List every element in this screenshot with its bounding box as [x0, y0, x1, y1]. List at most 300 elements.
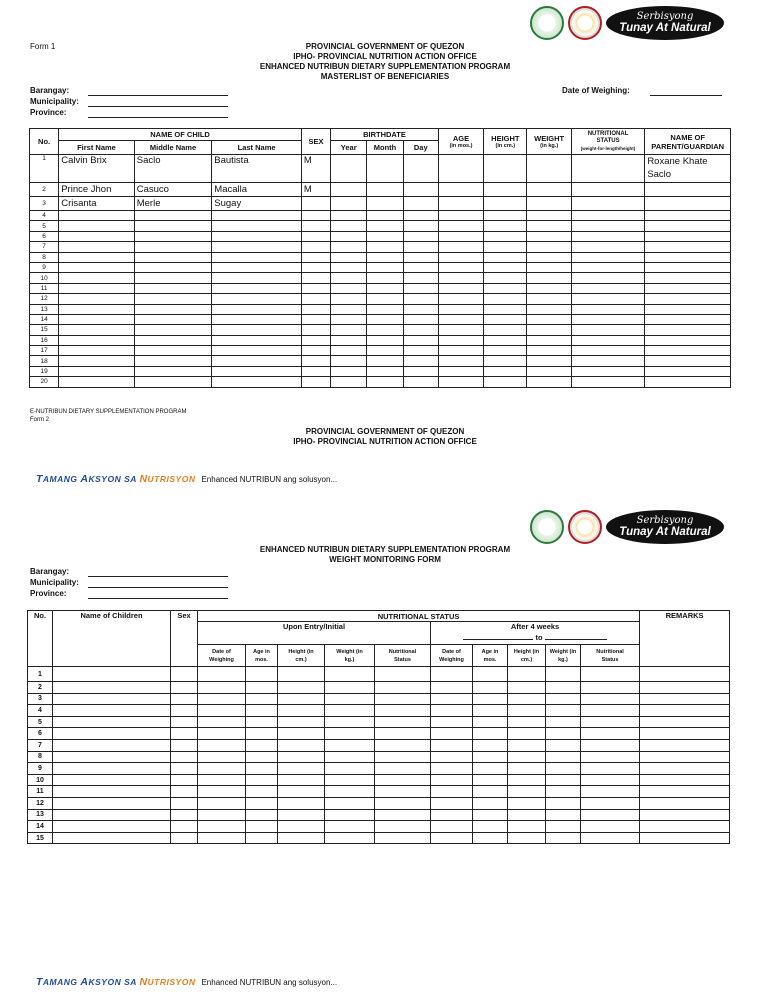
weight-cell[interactable]: [527, 314, 571, 324]
entry-cell[interactable]: [473, 821, 508, 833]
entry-cell[interactable]: [375, 763, 431, 775]
year-cell[interactable]: [331, 155, 367, 183]
weight-cell[interactable]: [527, 377, 571, 387]
height-cell[interactable]: [484, 221, 527, 231]
entry-cell[interactable]: [508, 667, 546, 682]
entry-cell[interactable]: [278, 763, 325, 775]
entry-cell[interactable]: [246, 667, 278, 682]
month-cell[interactable]: [367, 273, 403, 283]
status-cell[interactable]: [571, 183, 645, 197]
entry-cell[interactable]: [325, 728, 375, 740]
middle-name-cell[interactable]: Merle: [134, 197, 212, 211]
month-cell[interactable]: [367, 242, 403, 252]
entry-cell[interactable]: [325, 705, 375, 717]
parent-cell[interactable]: [645, 252, 731, 262]
entry-cell[interactable]: [508, 739, 546, 751]
middle-name-cell[interactable]: [134, 304, 212, 314]
day-cell[interactable]: [403, 221, 438, 231]
entry-cell[interactable]: [53, 739, 171, 751]
year-cell[interactable]: [331, 304, 367, 314]
entry-cell[interactable]: [546, 809, 581, 821]
entry-cell[interactable]: [473, 786, 508, 798]
month-cell[interactable]: [367, 183, 403, 197]
entry-cell[interactable]: [246, 751, 278, 763]
sex-cell[interactable]: [301, 231, 330, 241]
entry-cell[interactable]: [53, 832, 171, 844]
entry-cell[interactable]: [431, 751, 473, 763]
middle-name-cell[interactable]: [134, 211, 212, 221]
month-cell[interactable]: [367, 356, 403, 366]
first-name-cell[interactable]: [59, 377, 135, 387]
parent-cell[interactable]: [645, 231, 731, 241]
entry-cell[interactable]: [171, 716, 198, 728]
entry-cell[interactable]: [198, 751, 246, 763]
entry-cell[interactable]: [546, 763, 581, 775]
day-cell[interactable]: [403, 356, 438, 366]
weight-cell[interactable]: [527, 262, 571, 272]
parent-cell[interactable]: [645, 377, 731, 387]
sex-cell[interactable]: [301, 262, 330, 272]
barangay-field[interactable]: [88, 86, 228, 96]
height-cell[interactable]: [484, 197, 527, 211]
first-name-cell[interactable]: [59, 283, 135, 293]
year-cell[interactable]: [331, 325, 367, 335]
entry-cell[interactable]: [53, 821, 171, 833]
entry-cell[interactable]: [375, 682, 431, 694]
height-cell[interactable]: [484, 242, 527, 252]
month-cell[interactable]: [367, 221, 403, 231]
sex-cell[interactable]: [301, 366, 330, 376]
entry-cell[interactable]: [375, 786, 431, 798]
entry-cell[interactable]: [508, 693, 546, 705]
entry-cell[interactable]: [375, 716, 431, 728]
entry-cell[interactable]: [508, 682, 546, 694]
entry-cell[interactable]: [581, 774, 640, 786]
weight-cell[interactable]: [527, 242, 571, 252]
entry-cell[interactable]: [198, 821, 246, 833]
weight-cell[interactable]: [527, 197, 571, 211]
municipality-field[interactable]: [88, 578, 228, 588]
last-name-cell[interactable]: [212, 211, 302, 221]
height-cell[interactable]: [484, 346, 527, 356]
entry-cell[interactable]: [278, 797, 325, 809]
entry-cell[interactable]: [53, 716, 171, 728]
entry-cell[interactable]: [53, 763, 171, 775]
month-cell[interactable]: [367, 211, 403, 221]
entry-cell[interactable]: [325, 763, 375, 775]
entry-cell[interactable]: [278, 705, 325, 717]
month-cell[interactable]: [367, 283, 403, 293]
entry-cell[interactable]: [246, 797, 278, 809]
first-name-cell[interactable]: [59, 273, 135, 283]
parent-cell[interactable]: [645, 304, 731, 314]
parent-cell[interactable]: [645, 283, 731, 293]
month-cell[interactable]: [367, 335, 403, 345]
age-cell[interactable]: [438, 221, 483, 231]
first-name-cell[interactable]: Prince Jhon: [59, 183, 135, 197]
entry-cell[interactable]: [546, 797, 581, 809]
year-cell[interactable]: [331, 366, 367, 376]
entry-cell[interactable]: [375, 667, 431, 682]
day-cell[interactable]: [403, 231, 438, 241]
height-cell[interactable]: [484, 356, 527, 366]
entry-cell[interactable]: [431, 728, 473, 740]
day-cell[interactable]: [403, 346, 438, 356]
middle-name-cell[interactable]: [134, 377, 212, 387]
entry-cell[interactable]: [546, 667, 581, 682]
age-cell[interactable]: [438, 273, 483, 283]
entry-cell[interactable]: [53, 774, 171, 786]
year-cell[interactable]: [331, 346, 367, 356]
first-name-cell[interactable]: [59, 221, 135, 231]
day-cell[interactable]: [403, 325, 438, 335]
entry-cell[interactable]: [431, 797, 473, 809]
entry-cell[interactable]: [581, 786, 640, 798]
last-name-cell[interactable]: [212, 294, 302, 304]
entry-cell[interactable]: [640, 832, 730, 844]
entry-cell[interactable]: [375, 693, 431, 705]
entry-cell[interactable]: [325, 667, 375, 682]
middle-name-cell[interactable]: [134, 221, 212, 231]
year-cell[interactable]: [331, 242, 367, 252]
first-name-cell[interactable]: [59, 231, 135, 241]
weight-cell[interactable]: [527, 183, 571, 197]
age-cell[interactable]: [438, 283, 483, 293]
weight-cell[interactable]: [527, 366, 571, 376]
height-cell[interactable]: [484, 231, 527, 241]
entry-cell[interactable]: [246, 682, 278, 694]
last-name-cell[interactable]: [212, 252, 302, 262]
first-name-cell[interactable]: Crisanta: [59, 197, 135, 211]
year-cell[interactable]: [331, 273, 367, 283]
status-cell[interactable]: [571, 294, 645, 304]
age-cell[interactable]: [438, 294, 483, 304]
entry-cell[interactable]: [198, 809, 246, 821]
entry-cell[interactable]: [431, 739, 473, 751]
day-cell[interactable]: [403, 155, 438, 183]
day-cell[interactable]: [403, 252, 438, 262]
parent-cell[interactable]: [645, 335, 731, 345]
month-cell[interactable]: [367, 252, 403, 262]
parent-cell[interactable]: [645, 183, 731, 197]
last-name-cell[interactable]: Bautista: [212, 155, 302, 183]
entry-cell[interactable]: [473, 751, 508, 763]
entry-cell[interactable]: [473, 832, 508, 844]
entry-cell[interactable]: [546, 832, 581, 844]
age-cell[interactable]: [438, 377, 483, 387]
sex-cell[interactable]: [301, 252, 330, 262]
last-name-cell[interactable]: [212, 335, 302, 345]
entry-cell[interactable]: [246, 763, 278, 775]
entry-cell[interactable]: [246, 739, 278, 751]
entry-cell[interactable]: [473, 716, 508, 728]
entry-cell[interactable]: [640, 693, 730, 705]
entry-cell[interactable]: [325, 751, 375, 763]
entry-cell[interactable]: [325, 809, 375, 821]
entry-cell[interactable]: [375, 705, 431, 717]
entry-cell[interactable]: [198, 728, 246, 740]
status-cell[interactable]: [571, 155, 645, 183]
sex-cell[interactable]: [301, 211, 330, 221]
entry-cell[interactable]: [546, 821, 581, 833]
weight-cell[interactable]: [527, 283, 571, 293]
year-cell[interactable]: [331, 221, 367, 231]
entry-cell[interactable]: [508, 728, 546, 740]
last-name-cell[interactable]: [212, 231, 302, 241]
sex-cell[interactable]: [301, 283, 330, 293]
entry-cell[interactable]: [325, 797, 375, 809]
sex-cell[interactable]: [301, 356, 330, 366]
age-cell[interactable]: [438, 262, 483, 272]
entry-cell[interactable]: [473, 739, 508, 751]
month-cell[interactable]: [367, 314, 403, 324]
province-field[interactable]: [88, 108, 228, 118]
first-name-cell[interactable]: [59, 304, 135, 314]
year-cell[interactable]: [331, 197, 367, 211]
age-cell[interactable]: [438, 242, 483, 252]
entry-cell[interactable]: [375, 832, 431, 844]
entry-cell[interactable]: [171, 809, 198, 821]
entry-cell[interactable]: [640, 821, 730, 833]
parent-cell[interactable]: [645, 273, 731, 283]
entry-cell[interactable]: [508, 716, 546, 728]
entry-cell[interactable]: [325, 693, 375, 705]
first-name-cell[interactable]: [59, 211, 135, 221]
year-cell[interactable]: [331, 211, 367, 221]
age-cell[interactable]: [438, 252, 483, 262]
entry-cell[interactable]: [508, 786, 546, 798]
entry-cell[interactable]: [246, 821, 278, 833]
entry-cell[interactable]: [53, 809, 171, 821]
weight-cell[interactable]: [527, 346, 571, 356]
sex-cell[interactable]: [301, 242, 330, 252]
weight-cell[interactable]: [527, 231, 571, 241]
age-cell[interactable]: [438, 211, 483, 221]
age-cell[interactable]: [438, 346, 483, 356]
sex-cell[interactable]: [301, 273, 330, 283]
entry-cell[interactable]: [198, 716, 246, 728]
entry-cell[interactable]: [546, 682, 581, 694]
entry-cell[interactable]: [278, 716, 325, 728]
parent-cell[interactable]: Roxane Khate Saclo: [645, 155, 731, 183]
parent-cell[interactable]: [645, 242, 731, 252]
entry-cell[interactable]: [171, 751, 198, 763]
entry-cell[interactable]: [278, 809, 325, 821]
entry-cell[interactable]: [431, 693, 473, 705]
barangay-field[interactable]: [88, 567, 228, 577]
month-cell[interactable]: [367, 294, 403, 304]
middle-name-cell[interactable]: [134, 356, 212, 366]
month-cell[interactable]: [367, 231, 403, 241]
entry-cell[interactable]: [375, 739, 431, 751]
first-name-cell[interactable]: [59, 356, 135, 366]
entry-cell[interactable]: [171, 786, 198, 798]
middle-name-cell[interactable]: [134, 252, 212, 262]
entry-cell[interactable]: [375, 809, 431, 821]
entry-cell[interactable]: [473, 682, 508, 694]
entry-cell[interactable]: [278, 774, 325, 786]
entry-cell[interactable]: [546, 739, 581, 751]
entry-cell[interactable]: [581, 763, 640, 775]
parent-cell[interactable]: [645, 356, 731, 366]
entry-cell[interactable]: [198, 797, 246, 809]
day-cell[interactable]: [403, 314, 438, 324]
weight-cell[interactable]: [527, 325, 571, 335]
first-name-cell[interactable]: [59, 346, 135, 356]
entry-cell[interactable]: [473, 774, 508, 786]
entry-cell[interactable]: [640, 716, 730, 728]
entry-cell[interactable]: [431, 763, 473, 775]
month-cell[interactable]: [367, 346, 403, 356]
last-name-cell[interactable]: [212, 346, 302, 356]
entry-cell[interactable]: [640, 682, 730, 694]
entry-cell[interactable]: [546, 786, 581, 798]
entry-cell[interactable]: [375, 797, 431, 809]
entry-cell[interactable]: [278, 786, 325, 798]
first-name-cell[interactable]: [59, 252, 135, 262]
entry-cell[interactable]: [581, 832, 640, 844]
entry-cell[interactable]: [640, 763, 730, 775]
entry-cell[interactable]: [198, 832, 246, 844]
first-name-cell[interactable]: [59, 366, 135, 376]
entry-cell[interactable]: [171, 728, 198, 740]
entry-cell[interactable]: [375, 751, 431, 763]
age-cell[interactable]: [438, 197, 483, 211]
year-cell[interactable]: [331, 335, 367, 345]
entry-cell[interactable]: [473, 728, 508, 740]
entry-cell[interactable]: [171, 693, 198, 705]
entry-cell[interactable]: [53, 693, 171, 705]
entry-cell[interactable]: [198, 682, 246, 694]
last-name-cell[interactable]: [212, 356, 302, 366]
month-cell[interactable]: [367, 197, 403, 211]
entry-cell[interactable]: [325, 774, 375, 786]
entry-cell[interactable]: [431, 832, 473, 844]
parent-cell[interactable]: [645, 366, 731, 376]
height-cell[interactable]: [484, 294, 527, 304]
parent-cell[interactable]: [645, 346, 731, 356]
entry-cell[interactable]: [53, 705, 171, 717]
entry-cell[interactable]: [581, 809, 640, 821]
entry-cell[interactable]: [640, 667, 730, 682]
entry-cell[interactable]: [171, 739, 198, 751]
entry-cell[interactable]: [375, 728, 431, 740]
year-cell[interactable]: [331, 314, 367, 324]
height-cell[interactable]: [484, 211, 527, 221]
entry-cell[interactable]: [546, 693, 581, 705]
year-cell[interactable]: [331, 252, 367, 262]
month-cell[interactable]: [367, 377, 403, 387]
entry-cell[interactable]: [375, 774, 431, 786]
middle-name-cell[interactable]: [134, 231, 212, 241]
day-cell[interactable]: [403, 335, 438, 345]
status-cell[interactable]: [571, 346, 645, 356]
parent-cell[interactable]: [645, 325, 731, 335]
age-cell[interactable]: [438, 314, 483, 324]
height-cell[interactable]: [484, 252, 527, 262]
entry-cell[interactable]: [581, 682, 640, 694]
entry-cell[interactable]: [640, 739, 730, 751]
weight-cell[interactable]: [527, 221, 571, 231]
municipality-field[interactable]: [88, 97, 228, 107]
year-cell[interactable]: [331, 183, 367, 197]
entry-cell[interactable]: [278, 682, 325, 694]
entry-cell[interactable]: [246, 705, 278, 717]
last-name-cell[interactable]: [212, 283, 302, 293]
status-cell[interactable]: [571, 366, 645, 376]
entry-cell[interactable]: [53, 728, 171, 740]
middle-name-cell[interactable]: [134, 314, 212, 324]
entry-cell[interactable]: [325, 786, 375, 798]
parent-cell[interactable]: [645, 197, 731, 211]
parent-cell[interactable]: [645, 314, 731, 324]
entry-cell[interactable]: [473, 809, 508, 821]
age-cell[interactable]: [438, 366, 483, 376]
sex-cell[interactable]: M: [301, 155, 330, 183]
status-cell[interactable]: [571, 211, 645, 221]
month-cell[interactable]: [367, 155, 403, 183]
entry-cell[interactable]: [508, 809, 546, 821]
weight-cell[interactable]: [527, 273, 571, 283]
entry-cell[interactable]: [53, 751, 171, 763]
entry-cell[interactable]: [581, 705, 640, 717]
entry-cell[interactable]: [375, 821, 431, 833]
entry-cell[interactable]: [246, 774, 278, 786]
height-cell[interactable]: [484, 366, 527, 376]
entry-cell[interactable]: [431, 786, 473, 798]
weight-cell[interactable]: [527, 252, 571, 262]
day-cell[interactable]: [403, 283, 438, 293]
entry-cell[interactable]: [198, 739, 246, 751]
weight-cell[interactable]: [527, 356, 571, 366]
entry-cell[interactable]: [53, 797, 171, 809]
entry-cell[interactable]: [246, 693, 278, 705]
sex-cell[interactable]: [301, 197, 330, 211]
entry-cell[interactable]: [546, 705, 581, 717]
entry-cell[interactable]: [508, 821, 546, 833]
entry-cell[interactable]: [581, 821, 640, 833]
weight-cell[interactable]: [527, 304, 571, 314]
entry-cell[interactable]: [473, 693, 508, 705]
parent-cell[interactable]: [645, 211, 731, 221]
last-name-cell[interactable]: [212, 221, 302, 231]
entry-cell[interactable]: [640, 797, 730, 809]
age-cell[interactable]: [438, 231, 483, 241]
entry-cell[interactable]: [198, 763, 246, 775]
age-cell[interactable]: [438, 335, 483, 345]
status-cell[interactable]: [571, 283, 645, 293]
sex-cell[interactable]: [301, 325, 330, 335]
weight-cell[interactable]: [527, 211, 571, 221]
height-cell[interactable]: [484, 273, 527, 283]
entry-cell[interactable]: [473, 797, 508, 809]
entry-cell[interactable]: [325, 821, 375, 833]
day-cell[interactable]: [403, 377, 438, 387]
entry-cell[interactable]: [546, 751, 581, 763]
entry-cell[interactable]: [171, 821, 198, 833]
entry-cell[interactable]: [325, 682, 375, 694]
entry-cell[interactable]: [581, 667, 640, 682]
entry-cell[interactable]: [171, 763, 198, 775]
entry-cell[interactable]: [640, 786, 730, 798]
entry-cell[interactable]: [198, 786, 246, 798]
entry-cell[interactable]: [581, 797, 640, 809]
sex-cell[interactable]: [301, 294, 330, 304]
year-cell[interactable]: [331, 356, 367, 366]
entry-cell[interactable]: [53, 667, 171, 682]
year-cell[interactable]: [331, 283, 367, 293]
entry-cell[interactable]: [325, 832, 375, 844]
